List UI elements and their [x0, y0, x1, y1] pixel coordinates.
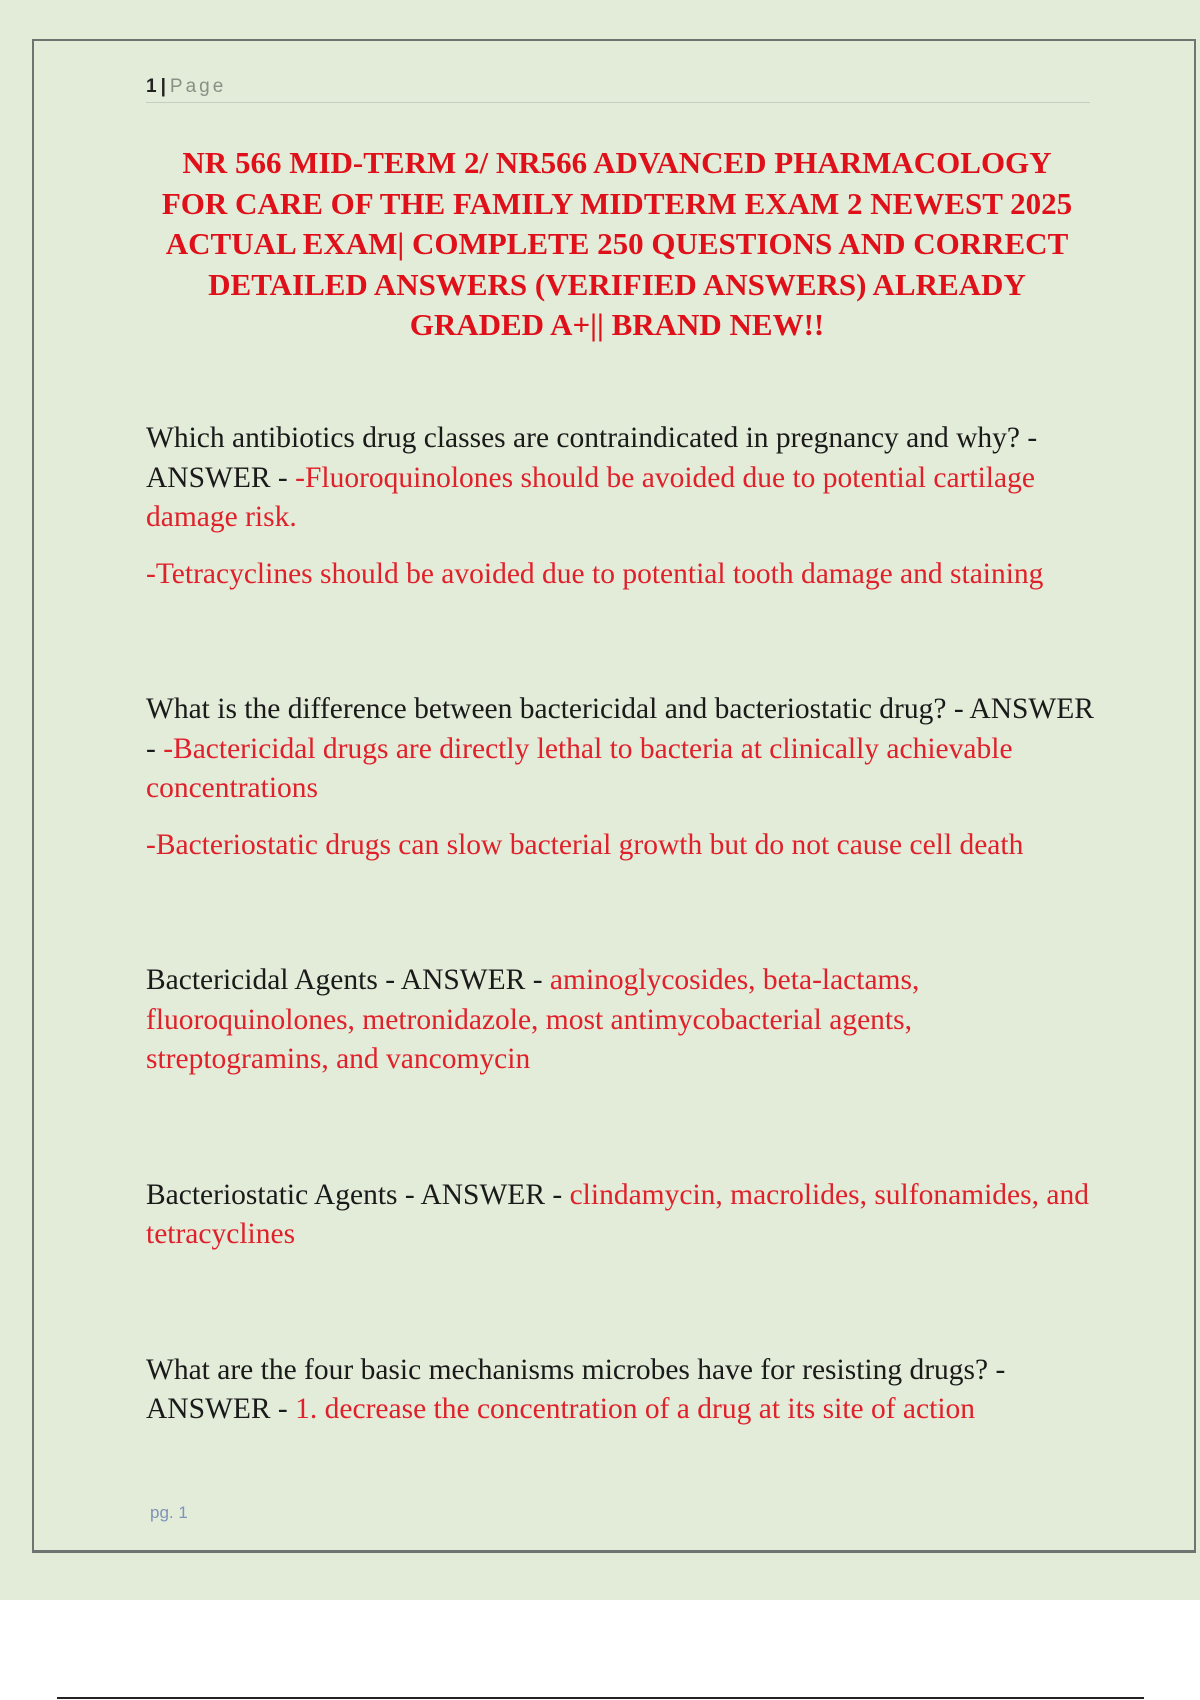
answer-text: clindamycin, macrolides, sulfonamides, and tetracyclines: [146, 1178, 1089, 1250]
header-page-number: 1: [146, 76, 157, 97]
qa-item: [146, 1351, 1096, 1430]
qa-paragraph: [146, 1351, 1096, 1430]
answer-text: 1. decrease the concentration of a drug at its site of action: [295, 1393, 976, 1425]
question-text: Bacteriostatic Agents - ANSWER -: [146, 1178, 570, 1211]
answer-extra-text: -Tetracyclines should be avoided due to potential tooth damage and staining: [146, 557, 1044, 590]
header-page-word: Page: [169, 76, 227, 97]
question-text: What is the difference between bactericidal and bacteriostatic drug? - ANSWER -: [146, 693, 1094, 765]
qa-paragraph: [146, 690, 1096, 809]
qa-item: [146, 690, 1096, 865]
qa-item: [146, 419, 1096, 594]
answer-extra-text: -Bacteriostatic drugs can slow bacterial growth but do not cause cell death: [146, 828, 1024, 861]
qa-content: [146, 419, 1096, 1526]
question-text: What are the four basic mechanisms microbes have for resisting drugs? - ANSWER -: [146, 1353, 1006, 1425]
answer-text: aminoglycosides, beta-lactams, fluoroquinolones, metronidazole, most antimycobacterial agents, streptogramins, and vancomycin: [146, 964, 920, 1075]
qa-paragraph: [146, 419, 1096, 538]
qa-paragraph: [146, 1176, 1096, 1255]
answer-text: -Fluoroquinolones should be avoided due to potential cartilage damage risk.: [146, 461, 1035, 533]
question-text: Which antibiotics drug classes are contraindicated in pregnancy and why? - ANSWER -: [146, 422, 1038, 494]
qa-item: [146, 961, 1096, 1080]
qa-item: [146, 1176, 1096, 1255]
page-header: [146, 72, 1090, 103]
qa-paragraph: [146, 961, 1096, 1080]
answer-text: -Bactericidal drugs are directly lethal to bacteria at clinically achievable concentrations: [146, 732, 1013, 804]
question-text: Bactericidal Agents - ANSWER -: [146, 964, 550, 996]
header-separator: |: [160, 76, 166, 97]
page-footer-label: pg. 1: [150, 1503, 188, 1522]
document-title: NR 566 MID-TERM 2/ NR566 ADVANCED PHARMACOLOGY FOR CARE OF THE FAMILY MIDTERM EXAM 2 NEWEST 2025 ACTUAL EXAM| COMPLETE 250 QUESTIONS AND CORRECT DETAILED ANSWERS (VERIFIED ANSWERS) ALREADY GRADED A+|| BRAND NEW!!: [161, 145, 1073, 342]
bottom-divider: [57, 1697, 1144, 1699]
